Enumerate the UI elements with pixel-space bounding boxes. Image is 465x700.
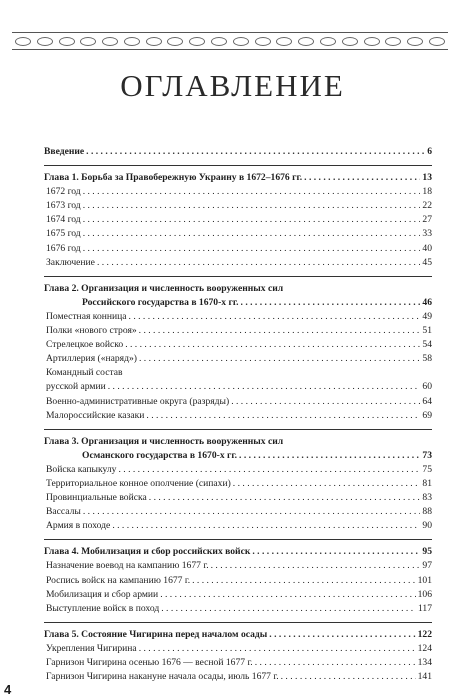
section-divider (44, 276, 432, 277)
toc-item[interactable]: Выступление войск в поход . . . 117 (44, 602, 432, 616)
chapter-title: Глава 4. Мобилизация и сбор российских войск (44, 546, 251, 558)
toc-item[interactable]: Войска капыкулу . . . 75 (44, 463, 432, 477)
toc-chapter-1[interactable] (44, 171, 432, 185)
toc-item[interactable]: Военно-административные округа (разряды) . . . 64 (44, 395, 432, 409)
toc-item[interactable]: 1674 год . . . 27 (44, 213, 432, 227)
toc-item[interactable]: Мобилизация и сбор армии . . . 106 (44, 588, 432, 602)
toc-item[interactable]: 1675 год . . . 33 (44, 227, 432, 241)
toc-item[interactable]: Роспись войск на кампанию 1677 г. . . . 101 (44, 574, 432, 588)
chapter-title-line: Глава 3. Организация и численность вооруженных сил (44, 435, 284, 447)
toc-item-line: Командный состав (46, 367, 123, 379)
section-divider (44, 429, 432, 430)
toc-item[interactable]: Малороссийские казаки . . . 69 (44, 409, 432, 423)
toc-chapter-2[interactable] (44, 296, 432, 310)
toc-item[interactable]: русской армии . . . 60 (44, 380, 432, 394)
toc-item[interactable]: Артиллерия («наряд») . . . 58 (44, 352, 432, 366)
section-divider (44, 622, 432, 623)
section-divider (44, 165, 432, 166)
toc-item[interactable]: 1676 год . . . 40 (44, 242, 432, 256)
toc-item[interactable]: Укрепления Чигирина . . . 124 (44, 642, 432, 656)
chapter-title: Глава 1. Борьба за Правобережную Украину в 1672–1676 гг. (44, 172, 303, 184)
page-number: 4 (4, 682, 12, 697)
chapter-page: 13 (422, 172, 432, 184)
toc-item[interactable]: 1673 год . . . 22 (44, 199, 432, 213)
entry-title: Введение (44, 146, 85, 157)
toc-item[interactable]: Гарнизон Чигирина накануне начала осады, июль 1677 г. . . . 141 (44, 670, 432, 684)
toc-entry-introduction[interactable] (44, 145, 432, 159)
chapter-page: 122 (417, 628, 432, 640)
toc-chapter-4[interactable] (44, 545, 432, 559)
chapter-title: Российского государства в 1670-х гг. (82, 296, 239, 308)
toc-item[interactable]: Полки «нового строя» . . . 51 (44, 324, 432, 338)
toc-item[interactable]: Территориальное конное ополчение (сипахи) . . . 81 (44, 477, 432, 491)
toc-item[interactable]: 1672 год . . . 18 (44, 185, 432, 199)
toc-chapter-5[interactable] (44, 628, 432, 642)
chapter-page: 73 (422, 449, 432, 461)
chapter-title-line: Глава 2. Организация и численность вооруженных сил (44, 282, 284, 294)
toc-chapter-3[interactable] (44, 449, 432, 463)
chapter-page: 95 (422, 546, 432, 558)
section-divider (44, 539, 432, 540)
ornamental-header-border (12, 32, 448, 50)
chapter-page: 46 (422, 296, 432, 308)
table-of-contents (44, 145, 432, 684)
toc-item[interactable]: Провинциальные войска . . . 83 (44, 491, 432, 505)
toc-item[interactable]: Вассалы . . . 88 (44, 505, 432, 519)
toc-item[interactable]: Поместная конница . . . 49 (44, 310, 432, 324)
toc-item[interactable]: Армия в походе . . . 90 (44, 519, 432, 533)
page-title: ОГЛАВЛЕНИЕ (120, 68, 345, 103)
toc-item[interactable]: Гарнизон Чигирина осенью 1676 — весной 1677 г. . . . 134 (44, 656, 432, 670)
chapter-title: Османского государства в 1670-х гг. (82, 449, 238, 461)
toc-item[interactable]: Стрелецкое войско . . . 54 (44, 338, 432, 352)
toc-item[interactable]: Заключение . . . 45 (44, 256, 432, 270)
toc-item[interactable]: Назначение воевод на кампанию 1677 г. . . . 97 (44, 559, 432, 573)
entry-page: 6 (427, 146, 432, 157)
chapter-title: Глава 5. Состояние Чигирина перед началом осады (44, 628, 268, 640)
